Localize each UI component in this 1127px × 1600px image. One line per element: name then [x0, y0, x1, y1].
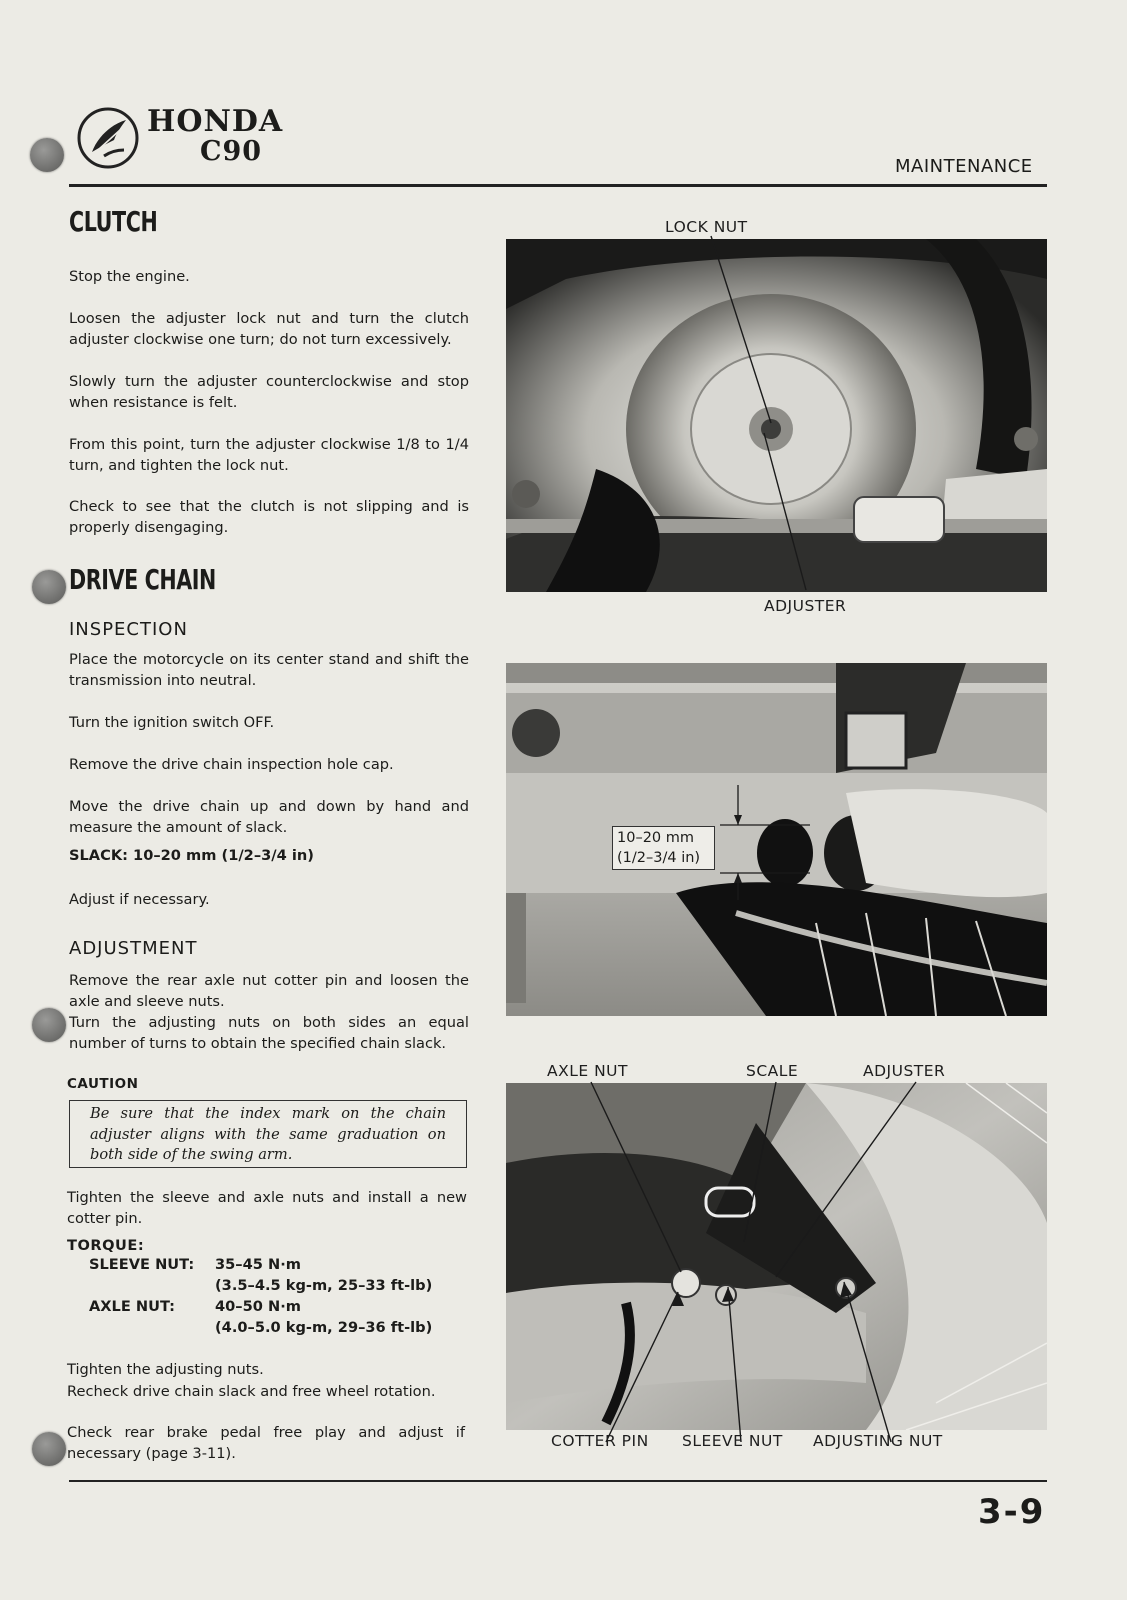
- clutch-heading: CLUTCH: [69, 205, 158, 238]
- adjustment-step-1: Remove the rear axle nut cotter pin and loosen the axle and sleeve nuts.: [69, 972, 469, 1010]
- torque-axle-name: AXLE NUT:: [89, 1298, 175, 1315]
- honda-wing-logo: [76, 106, 140, 174]
- scale-label: SCALE: [746, 1062, 799, 1080]
- inspection-heading: INSPECTION: [69, 619, 188, 640]
- inspection-step-1: Place the motorcycle on its center stand and shift the transmission into neutral.: [69, 651, 469, 689]
- slack-measure-box: [612, 826, 715, 870]
- adjuster-label: ADJUSTER: [764, 597, 847, 615]
- cotter-pin-label: COTTER PIN: [551, 1432, 649, 1450]
- adjustment-heading: ADJUSTMENT: [69, 938, 198, 959]
- slack-dimension-arrows: [700, 780, 820, 900]
- binder-hole: [32, 1008, 66, 1042]
- inspection-step-3: Remove the drive chain inspection hole cap.: [69, 756, 394, 773]
- final-step-3: Check rear brake pedal free play and adjust if necessary (page 3-11).: [67, 1424, 465, 1462]
- caution-box: Be sure that the index mark on the chain adjuster aligns with the same graduation on both side of the swing arm.: [69, 1100, 467, 1168]
- adjuster-label-2: ADJUSTER: [863, 1062, 946, 1080]
- adjusting-nut-label: ADJUSTING NUT: [813, 1432, 943, 1450]
- final-step-1: Tighten the adjusting nuts.: [67, 1361, 264, 1378]
- torque-axle-value: 40–50 N·m: [215, 1298, 301, 1315]
- section-title: MAINTENANCE: [895, 156, 1033, 177]
- adjustment-step-2: Turn the adjusting nuts on both sides an equal number of turns to obtain the specified chain slack.: [69, 1014, 469, 1052]
- slack-measure-mm: 10–20 mm: [617, 830, 695, 846]
- adjustment-callout-lines: [506, 1062, 1047, 1462]
- caution-label: CAUTION: [67, 1076, 139, 1092]
- clutch-step-3: Slowly turn the adjuster counterclockwise and stop when resistance is felt.: [69, 373, 469, 411]
- clutch-step-2: Loosen the adjuster lock nut and turn the clutch adjuster clockwise one turn; do not turn excessively.: [69, 310, 469, 348]
- footer-rule: [69, 1480, 1047, 1482]
- model-name: C90: [200, 136, 263, 167]
- inspection-step-2: Turn the ignition switch OFF.: [69, 714, 275, 731]
- brand-name: HONDA: [147, 104, 284, 139]
- torque-sleeve-alt: (3.5–4.5 kg-m, 25–33 ft-lb): [215, 1277, 433, 1294]
- torque-axle-alt: (4.0–5.0 kg-m, 29–36 ft-lb): [215, 1319, 433, 1336]
- page-number: 3-9: [978, 1492, 1046, 1532]
- clutch-callout-lines: [506, 218, 1047, 610]
- tighten-step: Tighten the sleeve and axle nuts and install a new cotter pin.: [67, 1189, 467, 1227]
- clutch-step-5: Check to see that the clutch is not slipping and is properly disengaging.: [69, 498, 469, 536]
- drive-chain-heading: DRIVE CHAIN: [69, 563, 216, 596]
- slack-measure-in: (1/2–3/4 in): [617, 850, 701, 866]
- torque-sleeve-value: 35–45 N·m: [215, 1256, 301, 1273]
- axle-nut-label: AXLE NUT: [547, 1062, 628, 1080]
- inspection-step-4: Move the drive chain up and down by hand and measure the amount of slack.: [69, 798, 469, 836]
- binder-hole: [30, 138, 64, 172]
- binder-hole: [32, 1432, 66, 1466]
- header-rule: [69, 184, 1047, 187]
- final-step-2: Recheck drive chain slack and free wheel rotation.: [67, 1383, 436, 1400]
- binder-hole: [32, 570, 66, 604]
- lock-nut-label: LOCK NUT: [665, 218, 748, 236]
- torque-label: TORQUE:: [67, 1237, 145, 1254]
- torque-sleeve-name: SLEEVE NUT:: [89, 1256, 195, 1273]
- sleeve-nut-label: SLEEVE NUT: [682, 1432, 783, 1450]
- adjust-note: Adjust if necessary.: [69, 891, 210, 908]
- slack-spec: SLACK: 10–20 mm (1/2–3/4 in): [69, 847, 314, 864]
- clutch-step-4: From this point, turn the adjuster clockwise 1/8 to 1/4 turn, and tighten the lock nut.: [69, 436, 469, 474]
- clutch-step-1: Stop the engine.: [69, 268, 190, 285]
